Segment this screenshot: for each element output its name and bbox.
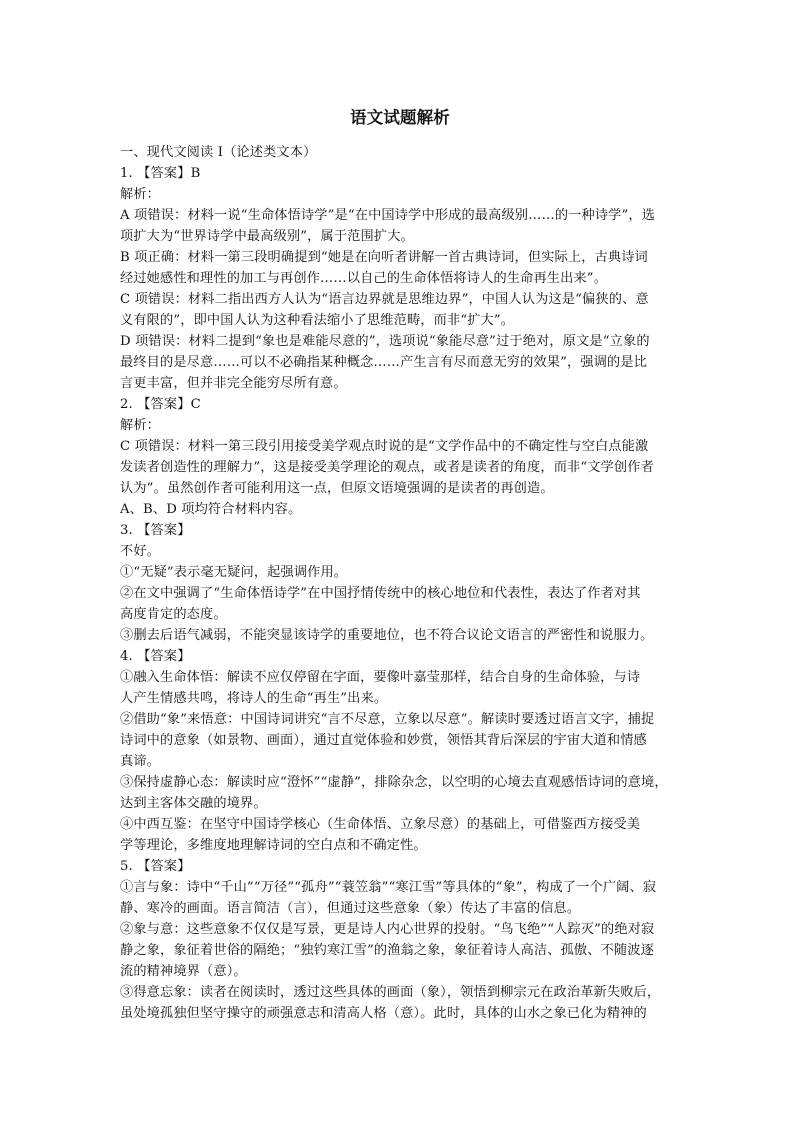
text-line: 人产生情感共鸣，将诗人的生命“再生”出来。	[120, 691, 388, 706]
text-line: 3. 【答案】	[120, 523, 191, 538]
text-line: 虽处境孤独但坚守操守的顽强意志和清高人格（意）。此时，具体的山水之象已化为精神的	[120, 1006, 647, 1021]
text-line: ①“无疑”表示毫无疑问，起强调作用。	[120, 565, 348, 580]
text-line: 言更丰富，但并非完全能穷尽所有意。	[120, 376, 347, 391]
text-line: 达到主客体交融的境界。	[120, 796, 267, 811]
text-line: 2. 【答案】C	[120, 397, 201, 412]
text-line: 真谛。	[120, 754, 161, 769]
text-line: 发读者创造性的理解力”，这是接受美学理论的观点，或者是读者的角度，而非“文学创作者	[120, 460, 654, 475]
text-line: B 项正确：材料一第三段明确提到“她是在向听者讲解一首古典诗词，但实际上，古典诗词	[120, 250, 648, 265]
text-line: ④中西互鉴：在坚守中国诗学核心（生命体悟、立象尽意）的基础上，可借鉴西方接受美	[120, 817, 641, 832]
text-line: A、B、D 项均符合材料内容。	[120, 502, 302, 517]
text-line: 1. 【答案】B	[120, 166, 201, 181]
text-line: ③删去后语气减弱，不能突显该诗学的重要地位，也不符合议论文语言的严密性和说服力。	[120, 628, 654, 643]
text-line: 一、现代文阅读 I（论述类文本）	[120, 145, 317, 160]
text-line: 5. 【答案】	[120, 859, 191, 874]
text-line: 认为”。虽然创作者可能利用这一点，但原文语境强调的是读者的再创造。	[120, 481, 554, 496]
text-line: D 项错误：材料二提到“象也是难能尽意的”，选项说“象能尽意”过于绝对，原文是“立象的	[120, 334, 650, 349]
text-line: 流的精神境界（意）。	[120, 964, 247, 979]
text-line: ③保持虚静心态：解读时应“澄怀”“虚静”，排除杂念，以空明的心境去直观感悟诗词的意境，	[120, 775, 668, 790]
text-line: ②象与意：这些意象不仅仅是写景，更是诗人内心世界的投射。“鸟飞绝”“人踪灭”的绝对寂	[120, 922, 655, 937]
text-line: 解析：	[120, 187, 161, 202]
text-line: 高度肯定的态度。	[120, 607, 227, 622]
text-line: 最终目的是尽意……可以不必确指某种概念……产生言有尽而意无穷的效果”，强调的是比	[120, 355, 648, 370]
text-line: ②借助“象”来悟意：中国诗词讲究“言不尽意，立象以尽意”。解读时要透过语言文字，捕捉	[120, 712, 655, 727]
document-title: 语文试题解析	[350, 108, 450, 127]
document-body	[120, 142, 680, 1024]
text-line: A 项错误：材料一说“生命体悟诗学”是“在中国诗学中形成的最高级别……的一种诗学”，选	[120, 208, 656, 223]
text-line: 项扩大为“世界诗学中最高级别”，属于范围扩大。	[120, 229, 414, 244]
text-line: ③得意忘象：读者在阅读时，透过这些具体的画面（象），领悟到柳宗元在政治革新失败后，	[120, 985, 661, 1000]
text-line: 经过她感性和理性的加工与再创作……以自己的生命体悟将诗人的生命再生出来”。	[120, 271, 608, 286]
document-page	[120, 104, 680, 1024]
text-line: 静之象，象征着世俗的隔绝；“独钓寒江雪”的渔翁之象，象征着诗人高洁、孤傲、不随波逐	[120, 943, 654, 958]
text-line: 诗词中的意象（如景物、画面），通过直觉体验和妙赏，领悟其背后深层的宇宙大道和情感	[120, 733, 647, 748]
text-line: 义有限的”，即中国人认为这种看法缩小了思维范畴，而非“扩大”。	[120, 313, 515, 328]
text-line: C 项错误：材料一第三段引用接受美学观点时说的是“文学作品中的不确定性与空白点能激	[120, 439, 649, 454]
text-line: 解析：	[120, 418, 161, 433]
text-line: 4. 【答案】	[120, 649, 191, 664]
text-line: ②在文中强调了“生命体悟诗学”在中国抒情传统中的核心地位和代表性，表达了作者对其	[120, 586, 641, 601]
text-line: 静、寒冷的画面。语言简洁（言），但通过这些意象（象）传达了丰富的信息。	[120, 901, 581, 916]
text-line: C 项错误：材料二指出西方人认为“语言边界就是思维边界”，中国人认为这是“偏狭的、意	[120, 292, 649, 307]
text-line: 不好。	[120, 544, 161, 559]
text-line: 学等理论，多维度地理解诗词的空白点和不确定性。	[120, 838, 427, 853]
text-line: ①言与象：诗中“千山”“万径”“孤舟”“蓑笠翁”“寒江雪”等具体的“象”，构成了一个广阔、寂	[120, 880, 657, 895]
text-line: ①融入生命体悟：解读不应仅停留在字面，要像叶嘉莹那样，结合自身的生命体验，与诗	[120, 670, 641, 685]
